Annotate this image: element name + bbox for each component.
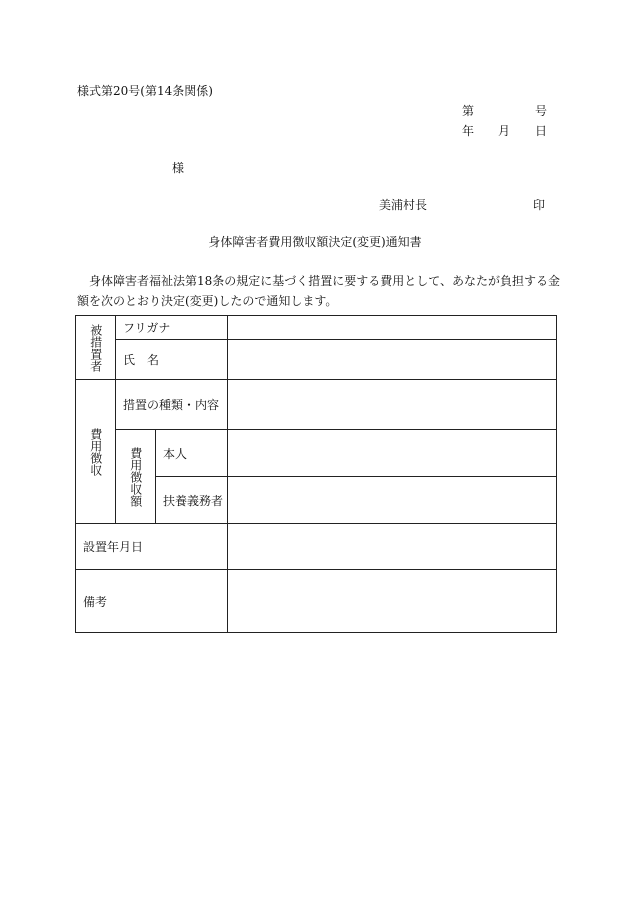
subject-group-label: 被措置者: [88, 323, 103, 372]
fee-notice-table: [75, 315, 557, 633]
fee-group-label: 費用徴収: [88, 427, 103, 476]
supporter-value: [228, 477, 557, 524]
name-label: 氏 名: [116, 340, 228, 380]
install-date-label: 設置年月日: [76, 524, 228, 570]
remarks-label: 備考: [76, 570, 228, 633]
recipient-honorific: 様: [172, 161, 185, 175]
furigana-label: フリガナ: [116, 316, 228, 340]
issuer-name: 美浦村長: [379, 198, 428, 212]
fee-group-header: [76, 380, 116, 524]
document-title: 身体障害者費用徴収額決定(変更)通知書: [208, 235, 422, 249]
notice-body: 身体障害者福祉法第18条の規定に基づく措置に要する費用として、あなたが負担する金額を次のとおり決定(変更)したので通知します。: [77, 274, 561, 308]
date-year-label: 年: [462, 124, 475, 138]
document-number-suffix: 号: [535, 104, 548, 118]
document-number-prefix: 第: [462, 104, 475, 118]
remarks-value: [228, 570, 557, 633]
supporter-label: 扶養義務者: [156, 477, 228, 524]
seal-mark: 印: [533, 198, 546, 212]
install-date-value: [228, 524, 557, 570]
subject-group-header: [76, 316, 116, 380]
fee-amount-label: 費用徴収額: [128, 446, 143, 507]
measure-type-label: 措置の種類・内容: [116, 380, 228, 430]
self-value: [228, 430, 557, 477]
measure-type-value: [228, 380, 557, 430]
name-value: [228, 340, 557, 380]
furigana-value: [228, 316, 557, 340]
self-label: 本人: [156, 430, 228, 477]
form-number: 様式第20号(第14条関係): [77, 84, 213, 98]
date-day-label: 日: [535, 124, 548, 138]
date-month-label: 月: [498, 124, 511, 138]
fee-amount-header: [116, 430, 156, 524]
